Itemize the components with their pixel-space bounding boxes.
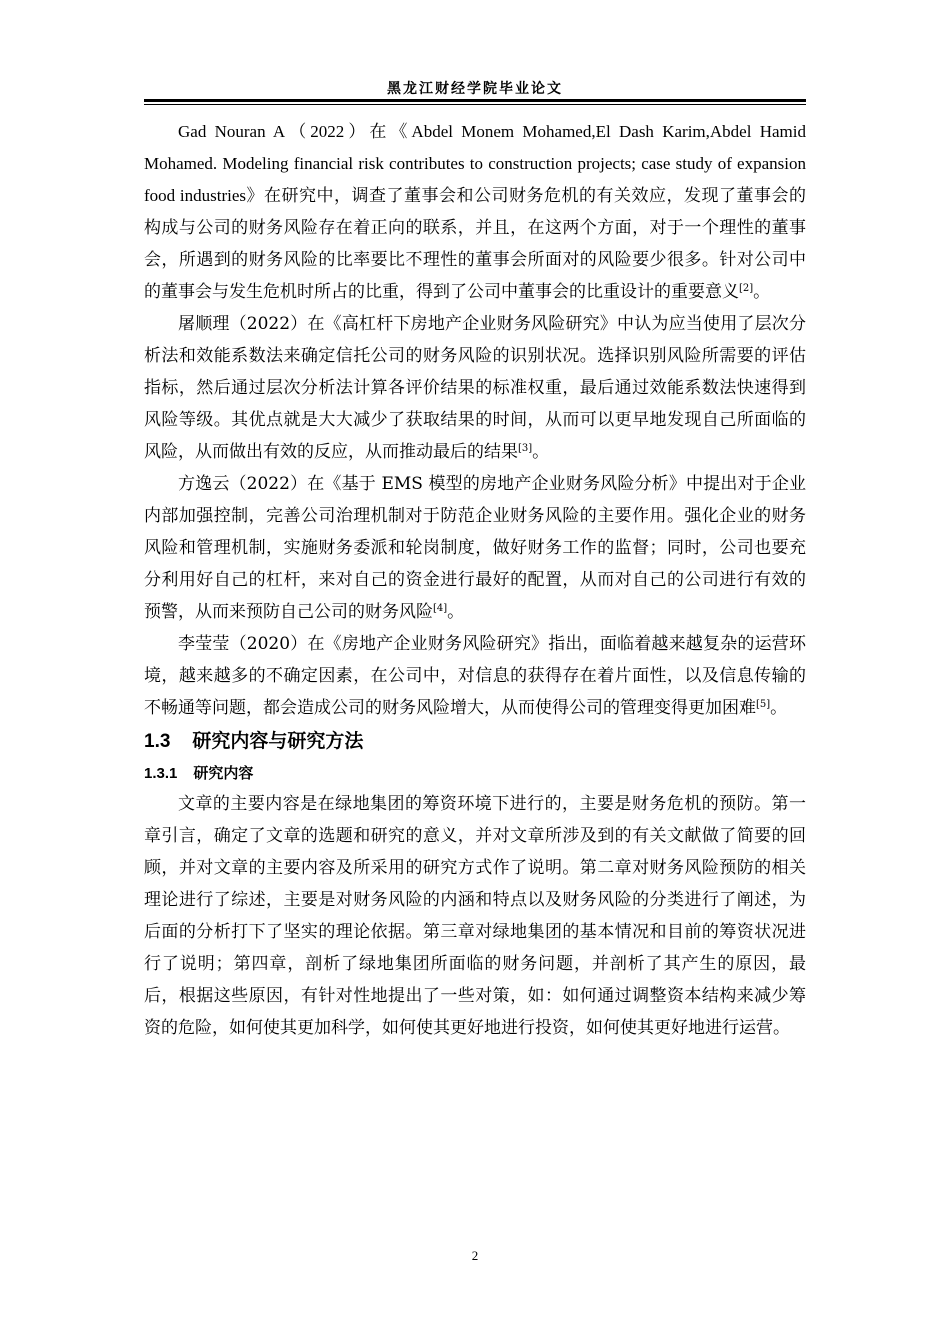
literature-paragraph-gad-nouran — [144, 116, 806, 308]
section-title: 研究内容与研究方法 — [192, 730, 364, 752]
header-rule-thin — [144, 104, 806, 105]
research-content-paragraph: 文章的主要内容是在绿地集团的筹资环境下进行的，主要是财务危机的预防。第一章引言，确定了文章的选题和研究的意义，并对文章所涉及到的有关文献做了简要的回顾，并对文章的主要内容及所采用的研究方式作了说明。第二章对财务风险预防的相关理论进行了综述，主要是对财务风险的内涵和特点以及财务风险的分类进行了阐述，为后面的分析打下了坚实的理论依据。第三章对绿地集团的基本情况和目前的筹资状况进行了说明；第四章，剖析了绿地集团所面临的财务问题，并剖析了其产生的原因，最后，根据这些原因，有针对性地提出了一些对策，如：如何通过调整资本结构来减少筹资的危险，如何使其更加科学，如何使其更好地进行投资，如何使其更好地进行运营。 — [144, 794, 806, 1038]
section-heading — [144, 724, 806, 758]
header-rule-thick — [144, 99, 806, 102]
paragraph-tail: 。 — [753, 282, 771, 302]
page-number: 2 — [471, 1248, 479, 1263]
paragraph-tail: 。 — [532, 442, 550, 462]
citation-ref: [3] — [518, 443, 533, 454]
citation-ref: [4] — [433, 603, 448, 614]
subsection-heading — [144, 758, 806, 788]
document-body — [144, 116, 806, 1044]
paragraph-text: Gad Nouran A（2022）在《Abdel Monem Mohamed,El Dash Karim,Abdel Hamid Mohamed. Modeling financial risk contributes to construction projects; case study of expansion food industries》在研究中，调查了董事会和公司财务危机的有关效应，发现了董事会的构成与公司的财务风险存在着正向的联系，并且，在这两个方面，对于一个理性的董事会，所遇到的财务风险的比率要比不理性的董事会所面对的风险要少很多。针对公司中的董事会与发生危机时所占的比重，得到了公司中董事会的比重设计的重要意义 — [144, 122, 806, 301]
paragraph-text: 李莹莹（2020）在《房地产企业财务风险研究》指出，面临着越来越复杂的运营环境，越来越多的不确定因素，在公司中，对信息的获得存在着片面性，以及信息传输的不畅通等问题，都会造成公司的财务风险增大，从而使得公司的管理变得更加困难 — [144, 634, 806, 718]
paragraph-text: 方逸云（2022）在《基于 EMS 模型的房地产企业财务风险分析》中提出对于企业内部加强控制，完善公司治理机制对于防范企业财务风险的主要作用。强化企业的财务风险和管理机制，实施财务委派和轮岗制度，做好财务工作的监督；同时，公司也要充分利用好自己的杠杆，来对自己的资金进行最好的配置，从而对自己的公司进行有效的预警，从而来预防自己公司的财务风险 — [144, 474, 806, 622]
citation-ref: [5] — [756, 699, 771, 710]
paragraph-tail: 。 — [770, 698, 788, 718]
page-header-title: 黑龙江财经学院毕业论文 — [387, 81, 563, 97]
citation-ref: [2] — [739, 283, 754, 294]
literature-paragraph-tu-shunli — [144, 308, 806, 468]
subsection-title: 研究内容 — [193, 764, 254, 782]
paragraph-tail: 。 — [447, 602, 465, 622]
literature-paragraph-fang-yiyun — [144, 468, 806, 628]
section-number: 1.3 — [144, 731, 171, 752]
literature-paragraph-li-yingying — [144, 628, 806, 724]
paragraph-text: 屠顺理（2022）在《高杠杆下房地产企业财务风险研究》中认为应当使用了层次分析法和效能系数法来确定信托公司的财务风险的识别状况。选择识别风险所需要的评估指标，然后通过层次分析法计算各评价结果的标准权重，最后通过效能系数法快速得到风险等级。其优点就是大大减少了获取结果的时间，从而可以更早地发现自己所面临的风险，从而做出有效的反应，从而推动最后的结果 — [144, 314, 806, 462]
subsection-number: 1.3.1 — [144, 765, 178, 782]
